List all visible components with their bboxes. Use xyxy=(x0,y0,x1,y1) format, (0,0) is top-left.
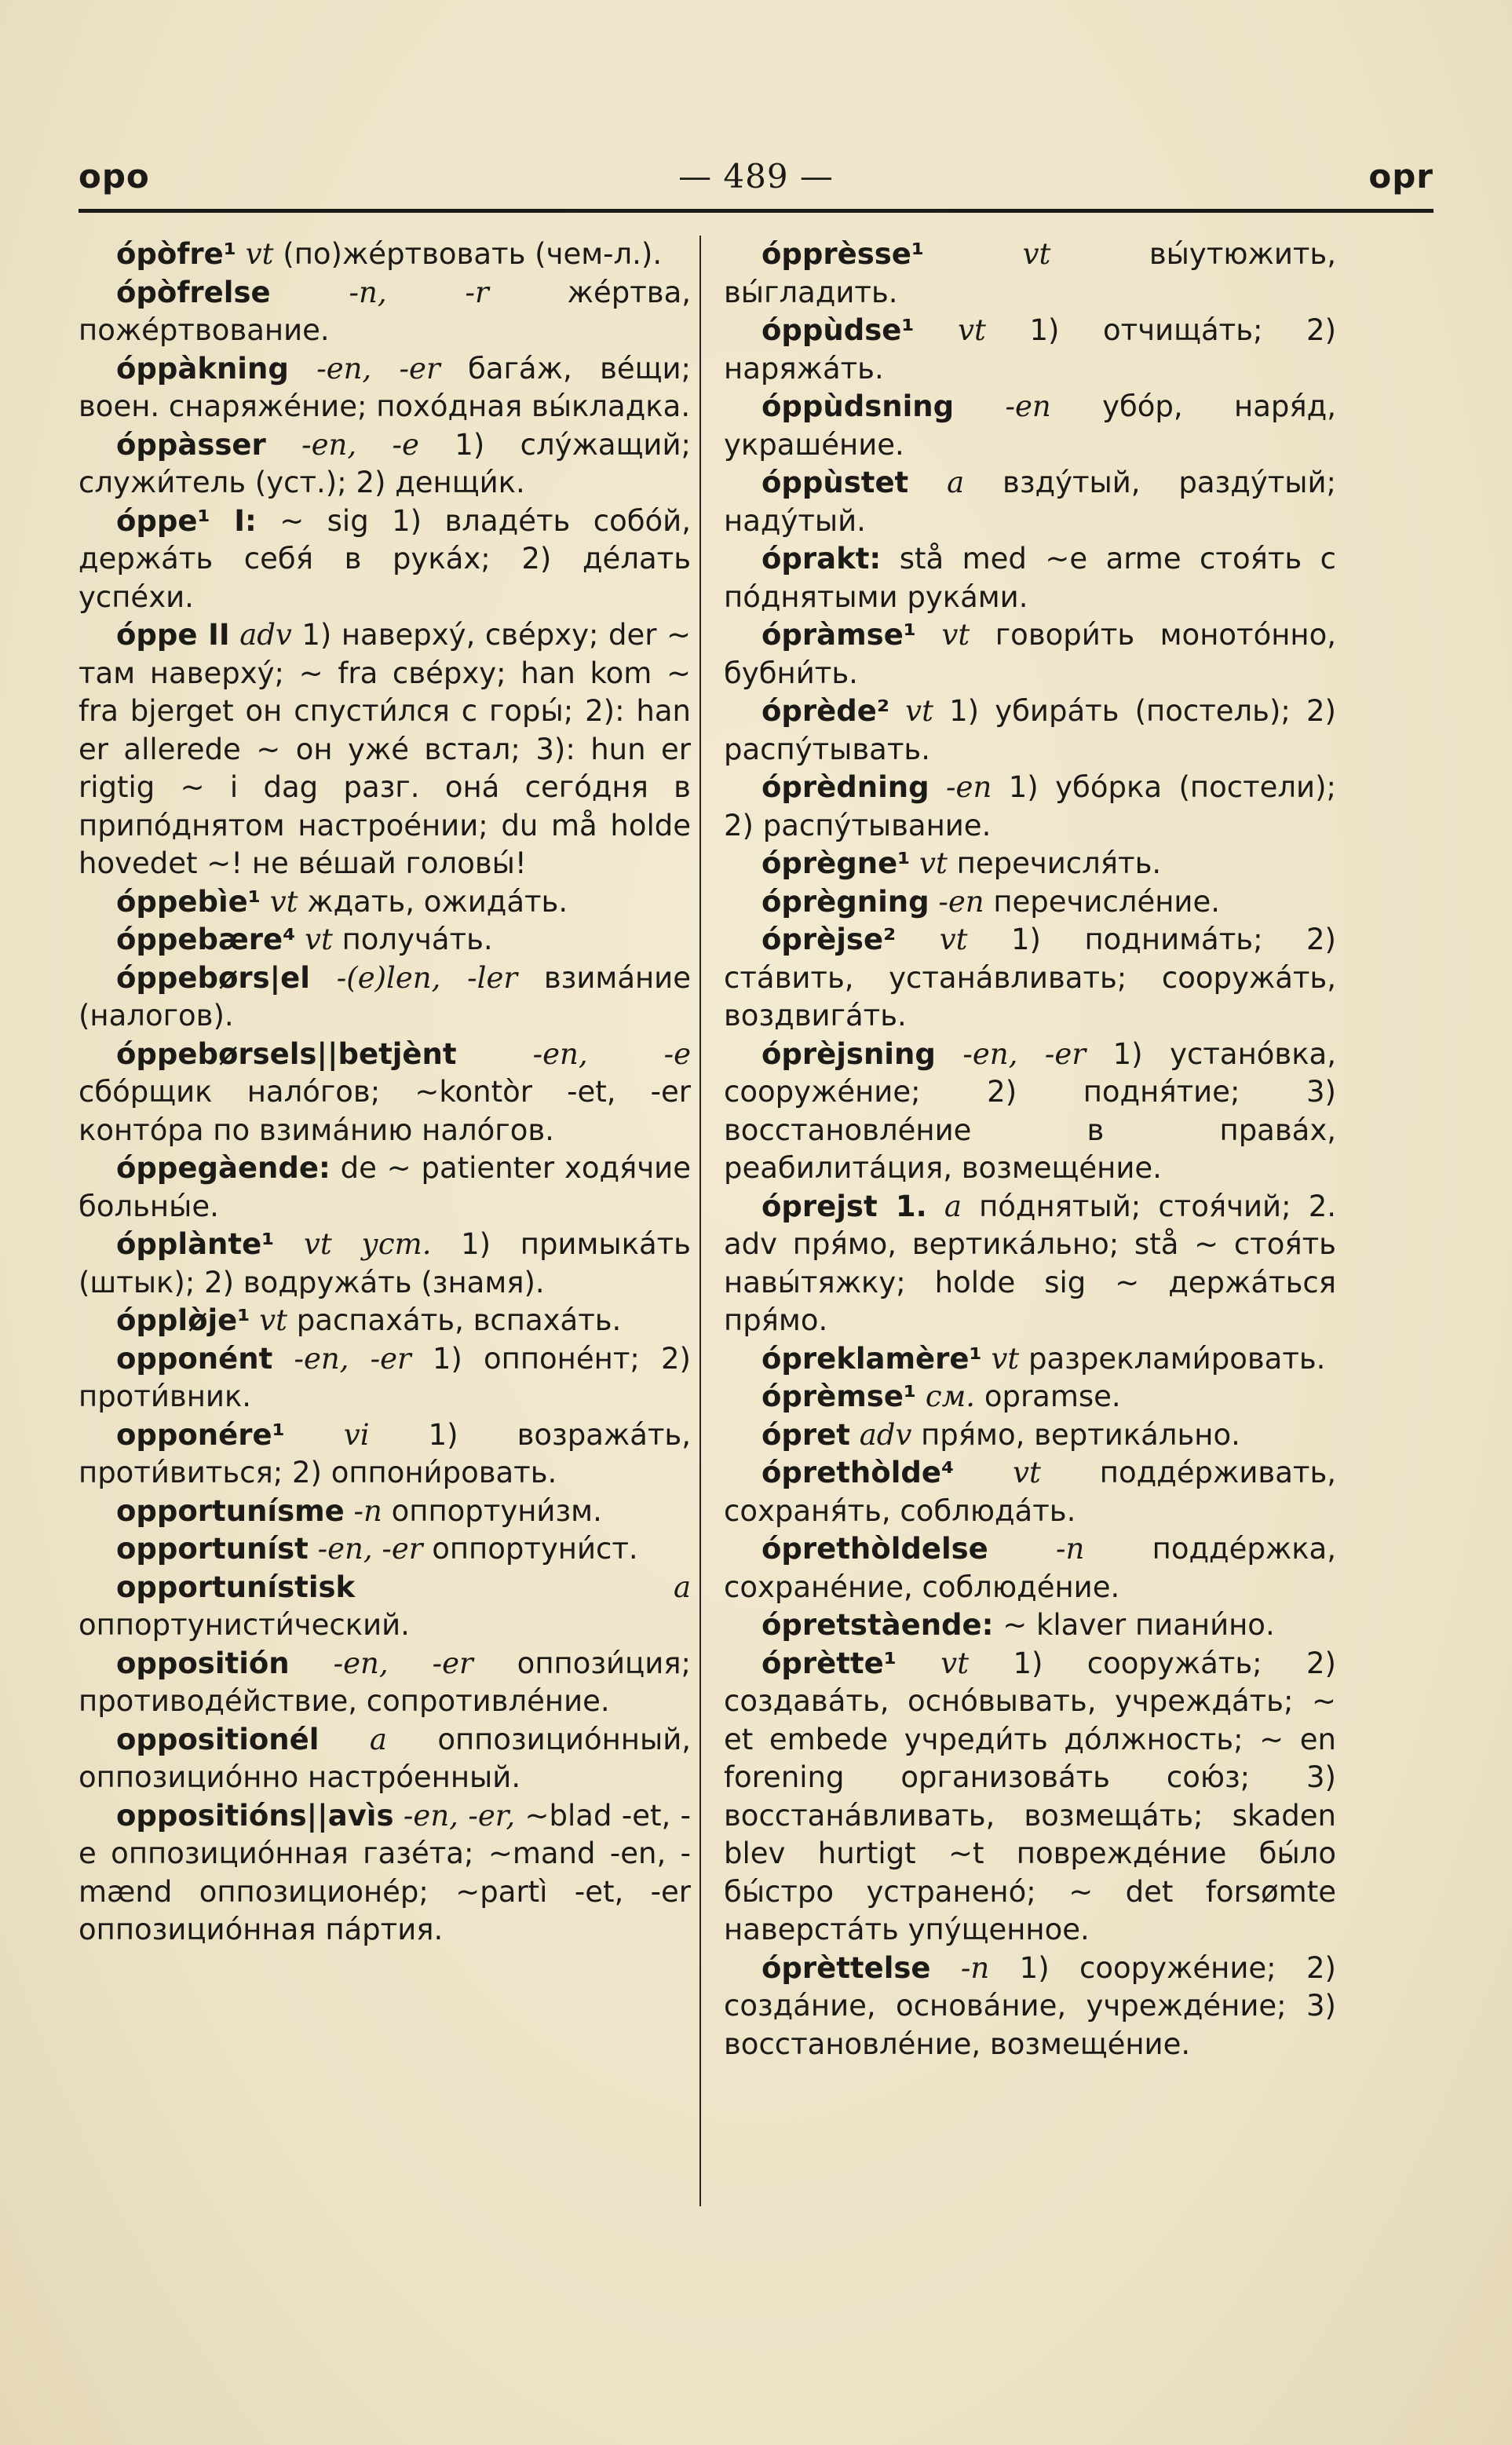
entry-definition: ~blad -et, -e оппозициóнная газéта; ~mand -en, -mænd оппозиционéр; ~partì -et, -er оппозициóнная пáртия. xyxy=(79,1798,691,1946)
entry-grammar: -en, -e xyxy=(532,1036,692,1071)
entry-headword: óprèdning xyxy=(761,770,929,804)
entry-grammar: vi xyxy=(343,1417,370,1452)
entry-headword: óprègne¹ xyxy=(761,846,911,880)
entry-definition: 1) убирáть (постель); 2) распýтывать. xyxy=(724,694,1336,766)
entry-grammar: vt xyxy=(958,313,986,347)
entry-headword: ópretstàende: xyxy=(761,1608,994,1642)
entry-grammar: vt xyxy=(269,884,298,919)
dictionary-entry xyxy=(79,1302,691,1340)
entry-grammar: vt xyxy=(305,923,333,956)
right-column xyxy=(724,236,1336,2063)
entry-headword: oppositións||avìs xyxy=(116,1798,394,1833)
dictionary-entry xyxy=(79,1721,691,1797)
entry-definition: оппортунисти́ческий. xyxy=(79,1608,410,1642)
entry-headword: opportunísme xyxy=(116,1493,345,1528)
entry-definition: поддéржка, сохранéние, соблюдéние. xyxy=(724,1532,1336,1604)
entry-definition: разреклами́ровать. xyxy=(1019,1341,1326,1376)
dictionary-entry xyxy=(724,1645,1336,1950)
entry-definition: ждать, ожидáть. xyxy=(298,884,568,919)
entry-definition: оппозициóнный, оппозициóнно настрóенный. xyxy=(79,1722,691,1794)
entry-grammar: vt xyxy=(941,618,970,652)
entry-headword: óppe II xyxy=(116,618,230,652)
entry-headword: ópòfre¹ xyxy=(116,237,236,271)
entry-definition: убóр, наря́д, украшéние. xyxy=(724,389,1336,462)
dictionary-entry xyxy=(724,1606,1336,1645)
entry-headword: óppe¹ I: xyxy=(116,503,257,538)
entry-headword: óprède² xyxy=(761,694,890,728)
entry-headword: óppùdse¹ xyxy=(761,313,915,347)
entry-definition: ~ sig 1) владéть собóй, держáть себя́ в рукáх; 2) дéлать успéхи. xyxy=(79,503,691,614)
entry-grammar: -en, -e xyxy=(301,427,419,462)
entry-definition: opramse. xyxy=(975,1380,1121,1413)
entry-headword: óppebære⁴ xyxy=(116,923,296,956)
dictionary-entry xyxy=(724,1530,1336,1606)
dictionary-entry xyxy=(79,1530,691,1569)
dictionary-entry xyxy=(724,883,1336,922)
entry-grammar: -en, -er xyxy=(962,1036,1087,1071)
entry-definition: пóднятый; стоя́чий; 2. adv пря́мо, вертикáльно; stå ~ стоя́ть навы́тяжку; holde sig ~ держáться пря́мо. xyxy=(724,1189,1336,1337)
entry-definition: распахáть, вспахáть. xyxy=(287,1303,622,1337)
entry-grammar: -n, -r xyxy=(349,275,489,309)
entry-grammar: a xyxy=(944,1189,962,1223)
entry-grammar: -n xyxy=(353,1493,382,1528)
entry-definition: 1) возражáть, проти́виться; 2) оппони́ровать. xyxy=(79,1417,692,1489)
dictionary-entry xyxy=(79,921,691,959)
dictionary-entry xyxy=(79,959,691,1036)
entry-definition: de ~ patienter ходя́чие больны́е. xyxy=(79,1151,691,1223)
entry-definition: 1) сооружéние; 2) создáние, оснoвáние, учреждéние; 3) восстановлéние, возмещéние. xyxy=(724,1950,1336,2061)
entry-headword: óprakt: xyxy=(761,542,882,576)
entry-grammar: vt xyxy=(245,237,274,271)
dictionary-entry xyxy=(79,503,691,617)
entry-headword: óppebìe¹ xyxy=(116,884,261,919)
dictionary-entry xyxy=(724,1188,1336,1340)
dictionary-entry xyxy=(79,1645,691,1721)
entry-definition: жéртва, пожéртвование. xyxy=(79,275,692,347)
dictionary-entry xyxy=(79,1149,691,1226)
entry-grammar: -n xyxy=(960,1950,990,1985)
entry-grammar: vt xyxy=(1022,237,1051,271)
entry-definition: 1) отчищáть; 2) наряжáть. xyxy=(724,313,1337,386)
dictionary-entry xyxy=(724,1416,1336,1455)
header-rule xyxy=(79,209,1433,213)
dictionary-entry xyxy=(724,1378,1336,1416)
dictionary-entry xyxy=(724,236,1336,312)
dictionary-entry xyxy=(724,464,1336,540)
entry-headword: opportuníst xyxy=(116,1532,309,1566)
page-number: — 489 — xyxy=(678,157,834,196)
entry-definition: оппортуни́зм. xyxy=(382,1493,602,1528)
entry-headword: ópràmse¹ xyxy=(761,618,916,652)
entry-definition: перечисля́ть. xyxy=(947,846,1162,880)
entry-grammar: vt xyxy=(939,923,968,956)
entry-grammar: a xyxy=(369,1722,387,1756)
entry-headword: óppebørsels||betjènt xyxy=(116,1036,457,1071)
entry-headword: óprèjsning xyxy=(761,1036,936,1071)
entry-definition: 1) примыкáть (штык); 2) водружáть (знамя). xyxy=(79,1227,691,1299)
entry-definition: ~ klaver пиани́но. xyxy=(1003,1608,1275,1642)
entry-definition: пря́мо, вертикáльно. xyxy=(911,1417,1240,1452)
entry-grammar: -en, -er xyxy=(317,1532,423,1566)
entry-definition: 1) убóрка (постели); 2) распýтывание. xyxy=(724,770,1336,842)
entry-headword: óprègning xyxy=(761,884,929,919)
dictionary-entry xyxy=(79,350,691,426)
entry-headword: óprèjse² xyxy=(761,923,897,956)
entry-grammar: -(e)len, -ler xyxy=(336,960,518,995)
entry-grammar: -en xyxy=(1005,389,1051,423)
column-divider xyxy=(699,236,701,2206)
dictionary-entry xyxy=(724,540,1336,616)
entry-grammar: -en xyxy=(946,770,992,804)
entry-headword: óprètte¹ xyxy=(761,1646,897,1680)
entry-headword: ópplø̀je¹ xyxy=(116,1303,250,1337)
entry-headword: óprethòlde⁴ xyxy=(761,1456,955,1489)
entry-definition: получáть. xyxy=(332,923,493,956)
dictionary-entry xyxy=(79,274,691,350)
entry-headword: óppùdsning xyxy=(761,389,955,423)
entry-headword: oppositionél xyxy=(116,1722,320,1756)
dictionary-entry xyxy=(79,616,691,883)
left-column xyxy=(79,236,691,1950)
dictionary-entry xyxy=(724,1340,1336,1379)
entry-grammar: -en, -er xyxy=(316,351,440,386)
dictionary-entry xyxy=(724,1950,1336,2064)
entry-headword: opportunístisk xyxy=(116,1570,356,1604)
dictionary-entry xyxy=(724,1036,1336,1188)
entry-headword: óprèmse¹ xyxy=(761,1380,917,1413)
dictionary-entry xyxy=(79,883,691,922)
entry-definition: оппортуни́ст. xyxy=(422,1532,638,1566)
entry-definition: говори́ть монотóнно, бубни́ть. xyxy=(724,618,1336,690)
entry-grammar: vt xyxy=(905,694,933,728)
entry-headword: oppositión xyxy=(116,1646,290,1680)
dictionary-entry xyxy=(724,312,1336,388)
dictionary-entry xyxy=(724,616,1336,693)
entry-definition: 1) сооружáть; 2) создавáть, оснóвывать, учреждáть; ~ et embede учреди́ть дóлжность; ~ en forening организовáть сою́з; 3) восстанáвливать, возмещáть; skaden blev hurtigt ~t повреждéние бы́ло бы́стро устраненó; ~ det forsømte наверстáть упýщенное. xyxy=(724,1646,1336,1946)
dictionary-entry xyxy=(724,693,1336,769)
entry-headword: óprèttelse xyxy=(761,1950,931,1985)
entry-definition: багáж, вéщи; воен. снаряжéние; похóдная вы́кладка. xyxy=(79,351,691,423)
entry-headword: ópòfrelse xyxy=(116,275,271,309)
entry-headword: óppàsser xyxy=(116,427,266,462)
entry-headword: opponént xyxy=(116,1341,273,1376)
entry-definition: поддéрживать, сохраня́ть, соблюдáть. xyxy=(724,1456,1337,1528)
entry-headword: ópreklamère¹ xyxy=(761,1341,982,1376)
entry-definition: 1) поднимáть; 2) стáвить, устанáвливать; сооружáть, воздвигáть. xyxy=(724,923,1336,1032)
page-header xyxy=(79,157,1433,212)
dictionary-entry xyxy=(79,426,691,503)
entry-grammar: см. xyxy=(925,1380,976,1413)
dictionary-entry xyxy=(724,769,1336,845)
entry-headword: óppegàende: xyxy=(116,1151,331,1185)
entry-definition: взимáние (налогов). xyxy=(79,960,691,1032)
entry-definition: 1) слýжащий; служи́тель (уст.); 2) денщи́к. xyxy=(79,427,691,499)
dictionary-entry xyxy=(79,1493,691,1531)
entry-definition: 1) оппонéнт; 2) проти́вник. xyxy=(79,1341,691,1413)
entry-definition: вздýтый, раздýтый; надýтый. xyxy=(724,466,1336,538)
entry-grammar: -en, -er, xyxy=(403,1798,516,1833)
entry-grammar: vt уст. xyxy=(304,1227,432,1261)
entry-definition: stå med ~e arme стоя́ть с пóднятыми рукáми. xyxy=(724,542,1337,614)
dictionary-entry xyxy=(724,1454,1336,1530)
entry-grammar: a xyxy=(673,1570,691,1604)
entry-grammar: vt xyxy=(1013,1456,1041,1489)
entry-headword: óppl​ànte¹ xyxy=(116,1227,275,1261)
entry-grammar: vt xyxy=(259,1303,288,1337)
dictionary-entry xyxy=(79,236,691,274)
entry-definition: 1) наверхý, свéрху; der ~ там наверхý; ~ fra свéрху; han kom ~ fra bjerget он спусти́лся с горы́; 2): han er allerede ~ он ужé встал; 3): hun er rigtig ~ i dag разг. онá сегóдня в припóднятом настроéнии; du må holde hovedet ~! не вéшай головы́! xyxy=(79,618,691,880)
dictionary-entry xyxy=(79,1569,691,1645)
dictionary-entry xyxy=(724,845,1336,883)
entry-headword: óprejst 1. xyxy=(761,1189,927,1223)
entry-grammar: -en, -er xyxy=(333,1646,473,1680)
entry-headword: óppàkning xyxy=(116,351,289,386)
entry-headword: óppr​èsse¹ xyxy=(761,237,925,271)
dictionary-entry xyxy=(724,388,1336,464)
entry-definition: (по)жéртвовать (чем-л.). xyxy=(273,237,663,271)
entry-definition: вы́утюжить, вы́гладить. xyxy=(724,237,1336,309)
dictionary-entry xyxy=(724,921,1336,1036)
entry-grammar: -n xyxy=(1056,1532,1085,1566)
entry-grammar: a xyxy=(947,466,965,499)
entry-definition: оппози́ция; противодéйствие, сопротивлéние. xyxy=(79,1646,692,1718)
entry-headword: opponére¹ xyxy=(116,1417,285,1452)
dictionary-entry xyxy=(79,1226,691,1302)
entry-headword: óppùstet xyxy=(761,466,909,499)
dictionary-entry xyxy=(79,1797,691,1950)
dictionary-entry xyxy=(79,1416,691,1493)
header-right-guideword: opr xyxy=(1368,157,1433,196)
entry-grammar: vt xyxy=(919,846,948,880)
header-left-guideword: opo xyxy=(79,157,150,196)
entry-definition: перечислéние. xyxy=(984,884,1220,919)
dictionary-entry xyxy=(79,1036,691,1150)
entry-headword: óppebørs|el xyxy=(116,960,310,995)
entry-grammar: adv xyxy=(239,618,292,652)
entry-definition: 1) устанóвка, сооружéние; 2) подня́тие; 3) восстановлéние в правáх, реабилитáция, возмещéние. xyxy=(724,1036,1336,1185)
dictionary-entry xyxy=(79,1340,691,1416)
entry-grammar: vt xyxy=(991,1341,1020,1376)
entry-grammar: -en xyxy=(938,884,984,919)
entry-grammar: vt xyxy=(940,1646,970,1680)
entry-headword: óprethòldelse xyxy=(761,1532,988,1566)
entry-headword: ópret xyxy=(761,1417,850,1452)
entry-grammar: -en, -er xyxy=(294,1341,411,1376)
entry-grammar: adv xyxy=(859,1417,912,1452)
entry-definition: сбóрщик налóгов; ~kontòr -et, -er контóра по взимáнию налóгов. xyxy=(79,1075,691,1147)
